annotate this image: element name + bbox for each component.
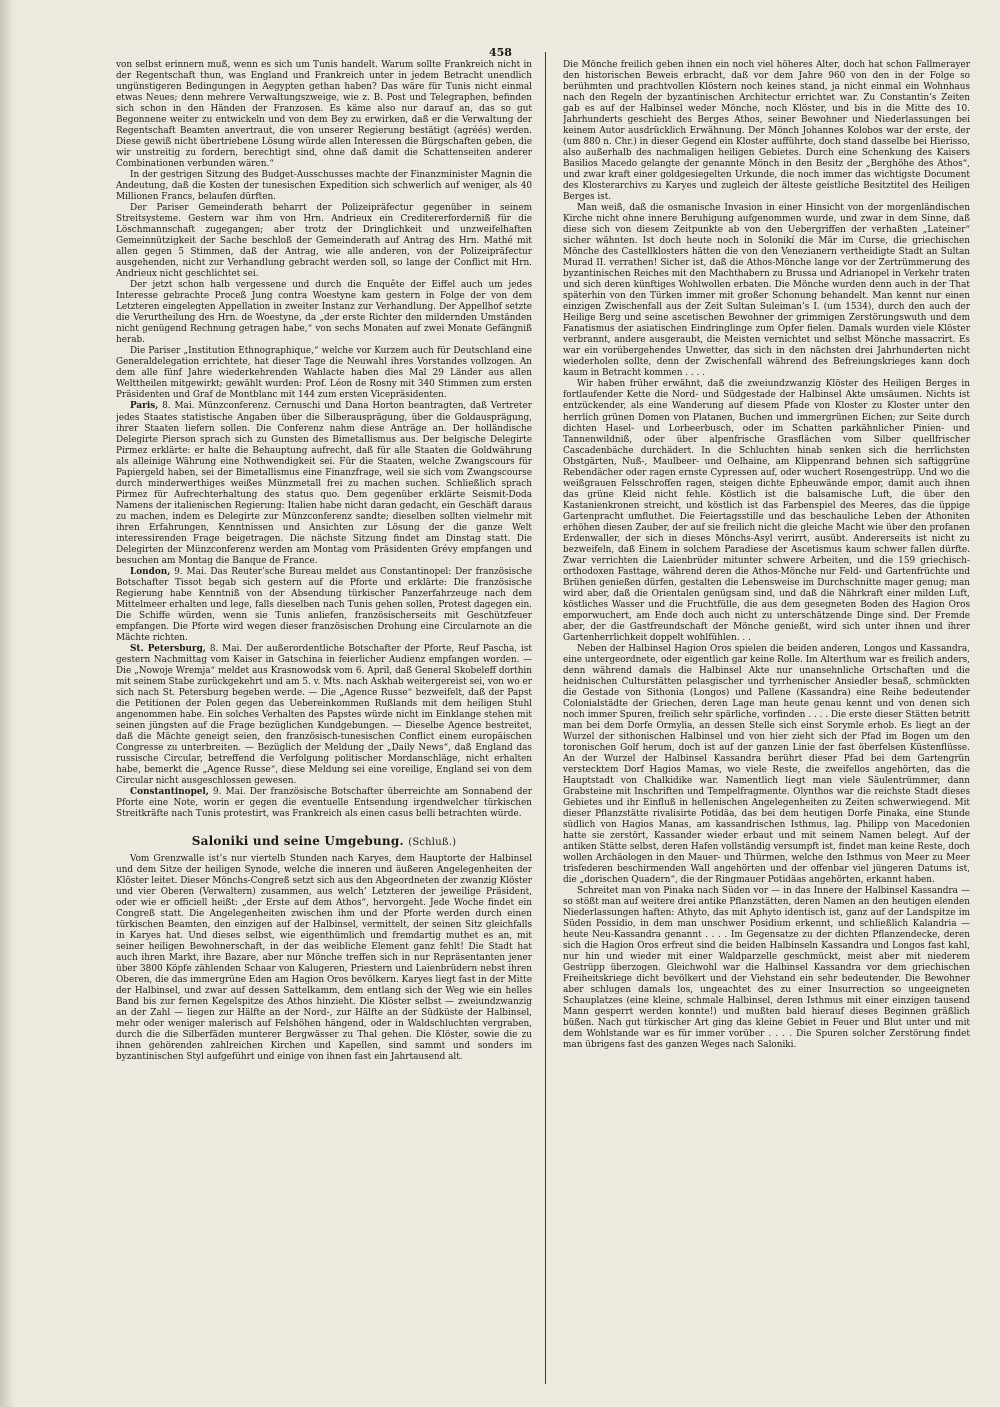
article-paragraph: von selbst erinnern muß, wenn es sich um Tunis handelt. Warum sollte Frankreich nicht in der Regentschaft thun, was England und Frankreich unter in jedem Betracht unendlich ungünstigeren Bedingungen in Aegypten gethan haben? Das wäre für Tunis nicht einmal etwas Neues; denn mehrere Verwaltungszweige, wie z. B. Post und Telegraphen, befinden sich schon in den Händen der Franzosen. Es käme also nur darauf an, das so gut Begonnene weiter zu entwickeln und von dem Bey zu erwirken, daß er die Verwaltung der Regentschaft Beamten anvertraut, die von unserer Regierung bestätigt (agréés) werden. Diese gewiß nicht übertriebene Lösung würde allen Interessen die Bürgschaften geben, die wir unstreitig zu fordern, berechtigt sind, ohne daß damit die Schattenseiten anderer Combinationen verbunden wären.“ <box>116 60 532 170</box>
left-column <box>116 60 532 1380</box>
dispatch-paris <box>116 401 532 566</box>
article-paragraph: Der jetzt schon halb vergessene und durch die Enquête der Eiffel auch um jedes Interesse gebrachte Proceß Jung contra Woestyne kam gestern in Folge der von dem Letzteren eingelegten Appellation in zweiter Instanz zur Verhandlung. Der Appellhof setzte die Verurtheilung des Hrn. de Woestyne, da „der erste Richter den mildernden Umständen nicht genügend Rechnung getragen habe,“ von sechs Monaten auf zwei Monate Gefängniß herab. <box>116 280 532 346</box>
section-heading-title: Saloniki und seine Umgebung. <box>191 834 404 849</box>
dispatch-text: Der französische Botschafter überreichte am Sonnabend der Pforte eine Note, worin er gegen die eventuelle Entsendung irgendwelcher türkischen Streitkräfte nach Tunis protestirt, was Frankreich als einen casus belli betrachten würde. <box>116 787 532 820</box>
dispatch-text: Münzconferenz. Cernuschi und Dana Horton beantragten, daß Vertreter jedes Staates statistische Angaben über die Silberausprägung, über die Goldausprägung, ihrer Staaten liefern sollen. Die Conferenz nahm diese Anträge an. Der holländische Delegirte Pierson sprach sich zu Gunsten des Bimetallismus aus. Der belgische Delegirte Pirmez erklärte: er halte die Behauptung aufrecht, daß für alle Staaten die Goldwährung als alleinige Währung eine Nothwendigkeit sei. Für die Staaten, welche Zwangscours für Papiergeld haben, sei der Bimetallismus eine Finanzfrage, weil sie sich vom Zwangscourse durch minderwerthiges weißes Münzmetall frei zu machen suchen. Schließlich sprach Pirmez für Aufrechterhaltung des status quo. Dem gegenüber erklärte Seismit-Doda Namens der italienischen Regierung: Italien habe nicht daran gedacht, ein Geschäft daraus zu machen, indem es Delegirte zur Münzconferenz sandte; dieselben sollten vielmehr mit ihren Erfahrungen, Kenntnissen und Ansichten zur Lösung der die ganze Welt interessirenden Frage beigetragen. Die nächste Sitzung findet am Dinstag statt. Die Delegirten der Münzconferenz werden am Montag vom Präsidenten Grévy empfangen und besuchen am Montag die Banque de France. <box>116 401 532 566</box>
dispatch-constantinopel <box>116 787 532 820</box>
section-heading-note: (Schluß.) <box>408 837 457 849</box>
article-paragraph: Wir haben früher erwähnt, daß die zweiundzwanzig Klöster des Heiligen Berges in fortlaufender Kette die Nord- und Südgestade der Halbinsel Akte umsäumen. Nichts ist entzückender, als eine Wanderung auf diesem Pfade von Kloster zu Kloster unter den herrlich grünen Domen von Platanen, Buchen und immergrünen Eichen; zur Seite durch dichten Hasel- und Lorbeerbusch, oder im Schatten parkähnlicher Pinien- und Tannenwildniß, oder über alpenfrische Grasflächen vom Silber quellfrischer Cascadenbäche durchädert. In die Schluchten hinab senken sich die herrlichsten Obstgärten, Nuß-, Maulbeer- und Oelhaine, am Klippenrand behnen sich saftiggrüne Rebendächer oder ragen ernste Cypressen auf, oder wuchert Rosengestrüpp. Und wo die weißgrauen Felsschroffen ragen, steigen dichte Epheuwände empor, damit auch ihnen das grüne Kleid nicht fehle. Köstlich ist die balsamische Luft, die über den Kastanienkronen streicht, und köstlich ist das Farbenspiel des Meeres, das die üppige Gartenpracht umfluthet. Die Feiertagsstille und das beschauliche Leben der Athoniten erhöhen diesen Zauber, der auf sie freilich nicht die gleiche Macht wie über den profanen Erdenwaller, der sich in dieses Mönchs-Asyl verirrt, ausübt. Andererseits ist nicht zu bezweifeln, daß Einem in solchem Paradiese der Ascetismus kaum schwer fallen dürfte. Zwar verrichten die Laienbrüder mitunter schwere Arbeiten, und die 159 griechisch-orthodoxen Fasttage, während deren die Athos-Mönche nur Feld- und Gartenfrüchte und Brühen genießen dürfen, gestalten die Lebensweise im Durchschnitte mager genug; man wird aber, daß die Orientalen genügsam sind, und daß die Nährkraft einer milden Luft, köstliches Wasser und die Fruchtfülle, die aus dem gesegneten Boden des Hagion Oros emporwuchert, am Ende doch auch nicht zu unterschätzende Dinge sind. Der Fremde aber, der die Gastfreundschaft der Mönche genießt, wird sich unter ihnen und ihrer Gartenherrlichkeit doppelt wohlfühlen. . . <box>563 379 970 643</box>
dateline-date: 8. Mai. <box>162 401 195 412</box>
dispatch-text: Das Reuter’sche Bureau meldet aus Constantinopel: Der französische Botschafter Tissot begab sich gestern auf die Pforte und erklärte: Die französische Regierung habe Kenntniß von der Absendung türkischer Panzerfahrzeuge nach dem Mittelmeer erhalten und lege, falls dieselben nach Tunis gehen sollen, Protest dagegen ein. Die Schiffe würden, wenn sie Tunis anliefen, französischerseits mit Geschützfeuer empfangen. Die Pforte wird wegen dieser französischen Drohung eine Circularnote an die Mächte richten. <box>116 566 532 643</box>
dateline-place: London, <box>130 566 171 577</box>
page-number: 458 <box>489 46 512 59</box>
column-rule <box>545 52 546 1384</box>
page-edge-shadow <box>0 0 14 1407</box>
dateline-date: 9. Mai. <box>213 787 246 798</box>
article-paragraph: Vom Grenzwalle ist’s nur viertelb Stunden nach Karyes, dem Hauptorte der Halbinsel und dem Sitze der heiligen Synode, welche die inneren und äußeren Angelegenheiten der Klöster leitet. Dieser Mönchs-Congreß setzt sich aus den Abgeordneten der zwanzig Klöster und vier Oberen (Verwaltern) zusammen, aus welch’ Letzteren der jeweilige Präsident, oder wie er officiell heißt: „der Erste auf dem Athos“, hervorgeht. Jede Woche findet ein Congreß statt. Die Angelegenheiten zwischen ihm und der Pforte werden durch einen türkischen Beamten, den einzigen auf der Halbinsel, vermittelt, der seinen Sitz gleichfalls in Karyes hat. Und dieses selbst, wie eigenthümlich und fremdartig muthet es an, mit seiner heiligen Bewohnerschaft, in der das weibliche Element ganz fehlt! Die Stadt hat auch ihren Markt, ihre Bazare, aber nur Mönche treffen sich in nur Repräsentanten jener über 3800 Köpfe zählenden Schaar von Kalugeren, Priestern und Laienbrüdern nebst ihren Oberen, die das immergrüne Eden am Hagion Oros bevölkern. Karyes liegt fast in der Mitte der Halbinsel, und zwar auf dessen Sattelkamm, dem entlang sich der Weg wie ein helles Band bis zur fernen Kegelspitze des Athos hinzieht. Die Klöster selbst — zweiundzwanzig an der Zahl — liegen zur Hälfte an der Nord-, zur Hälfte an der Südküste der Halbinsel, mehr oder weniger malerisch auf Felshöhen hängend, oder in Waldschluchten vergraben, durch die die Silberfäden munterer Bergwässer zu Thal gehen. Die Klöster, sowie die zu ihnen gehörenden zahlreichen Kirchen und Kapellen, sind sammt und sonders im byzantinischen Styl aufgeführt und einige von ihnen fast ein Jahrtausend alt. <box>116 854 532 1063</box>
article-paragraph: In der gestrigen Sitzung des Budget-Ausschusses machte der Finanzminister Magnin die Andeutung, daß die Kosten der tunesischen Expedition sich schwerlich auf weniger, als 40 Millionen Francs, belaufen dürften. <box>116 170 532 203</box>
dispatch-st-petersburg <box>116 644 532 787</box>
article-paragraph: Die Mönche freilich geben ihnen ein noch viel höheres Alter, doch hat schon Fallmerayer den historischen Beweis erbracht, daß vor dem Jahre 960 von den in der Folge so berühmten und prachtvollen Klöstern noch keines stand, ja nicht einmal ein Wohnhaus nach den Regeln der byzantinischen Architectur errichtet war. Zu Constantin’s Zeiten gab es auf der Halbinsel weder Mönche, noch Klöster, und bis in die Mitte des 10. Jahrhunderts geschieht des Berges Athos, seiner Bewohner und Niederlassungen bei keinem Autor ausdrücklich Erwähnung. Der Mönch Johannes Kolobos war der erste, der (um 880 n. Chr.) in dieser Gegend ein Kloster aufführte, doch stand dasselbe bei Hierisso, also außerhalb des nachmaligen heiligen Gebietes. Durch eine Schenkung des Kaisers Basilios Macedo gelangte der genannte Mönch in den Besitz der „Berghöhe des Athos“, und zwar kraft einer goldgesiegelten Urkunde, die noch immer das wichtigste Document des Klosterarchivs zu Karyes und zugleich der älteste geistliche Besitztitel des Heiligen Berges ist. <box>563 60 970 203</box>
dateline-place: Paris, <box>130 401 159 412</box>
right-column <box>563 60 970 1380</box>
dateline-place: Constantinopel, <box>130 787 209 798</box>
dispatch-london <box>116 567 532 644</box>
dateline-place: St. Petersburg, <box>130 643 206 654</box>
dateline-date: 8. Mai. <box>209 643 243 654</box>
article-paragraph: Man weiß, daß die osmanische Invasion in einer Hinsicht von der morgenländischen Kirche nicht ohne innere Beruhigung aufgenommen wurde, und zwar in dem Sinne, daß diese sich von diesem Zeitpunkte ab von den Uebergriffen der verhaßten „Lateiner“ sicher wähnten. Ist doch heute noch in Solonikí die Mär im Curse, die griechischen Mönche des Castellklosters hätten die von den Venezianern vertheidigte Stadt an Sultan Murad II. verrathen! Sicher ist, daß die Athos-Mönche lange vor der Zertrümmerung des byzantinischen Reiches mit den Machthabern zu Brussa und Adrianopel in Verkehr traten und sich deren künftiges Wohlwollen erbaten. Die Mönche wurden denn auch in der That späterhin von den Türken immer mit großer Schonung behandelt. Man kennt nur einen einzigen Zwischenfall aus der Zeit Sultan Suleiman’s I. (um 1534), durch den auch der Heilige Berg und seine ascetischen Bewohner der grimmigen Zerstörungswuth und dem Fanatismus der asiatischen Eindringlinge zum Opfer fielen. Damals wurden viele Klöster verbrannt, andere ausgeraubt, die Meisten vernichtet und selbst Mönche massacrirt. Es war ein vorübergehendes Unwetter, das sich in den nächsten drei Jahrhunderten nicht wiederholen sollte, denn der Zwischenfall während des Befreiungskrieges kann doch kaum in Betracht kommen . . . . <box>563 203 970 379</box>
dispatch-text: Der außerordentliche Botschafter der Pforte, Reuf Pascha, ist gestern Nachmittag vom Kaiser in Gatschina in feierlicher Audienz empfangen worden. — Die „Nowoje Wremja“ meldet aus Krasnowodsk vom 6. April, daß General Skobeleff dorthin mit seinem Stabe zurückgekehrt und am 5. v. Mts. nach Askhab weitergereist sei, von wo er sich nach St. Petersburg begeben werde. — Die „Agence Russe“ bezweifelt, daß der Papst die Petitionen der Polen gegen das Uebereinkommen Rußlands mit dem heiligen Stuhl angenommen habe. Ein solches Verhalten des Papstes würde nicht im Einklange stehen mit seinen jüngsten auf die Frage bezüglichen Kundgebungen. — Dieselbe Agence bestreitet, daß die Mächte geneigt seien, den französisch-tunesischen Conflict einem europäischen Congresse zu unterbreiten. — Bezüglich der Meldung der „Daily News“, daß England das russische Circular, betreffend die Verfolgung politischer Mordanschläge, nicht erhalten habe, bemerkt die „Agence Russe“, diese Meldung sei eine voreilige, England sei von dem Circular nicht ausgeschlossen gewesen. <box>116 643 532 787</box>
article-paragraph: Neben der Halbinsel Hagion Oros spielen die beiden anderen, Longos und Kassandra, eine untergeordnete, oder eigentlich gar keine Rolle. Im Alterthum war es freilich anders, denn während damals die Halbinsel Akte nur unansehnliche Ortschaften und die heidnischen Culturstätten pelasgischer und tyrrhenischer Ansiedler besaß, schmückten die Gestade von Sithonia (Longos) und Pallene (Kassandra) eine Reihe bedeutender Colonialstädte der Griechen, deren Lage man heute genau kennt und von denen sich noch immer Spuren, freilich sehr spärliche, vorfinden . . . . Die erste dieser Stätten betritt man bei dem Dorfe Ormylia, an dessen Stelle sich einst Sorymle erhob. Es liegt an der Wurzel der sithonischen Halbinsel und von hier zieht sich der Pfad im Bogen um den toronischen Golf herum, doch ist auf der ganzen Linie der fast öberfelsen Küstenflüsse. An der Wurzel der Halbinsel Kassandra berührt dieser Pfad bei dem Gartengrün verstecktem Dorf Hagios Mamas, wo viele Reste, die zweifellos angehörten, das die Hauptstadt von Chalkidike war. Namentlich liegt man viele Säulentrümmer, dann Grabsteine mit Inschriften und Tempelfragmente. Olynthos war die reichste Stadt dieses Gebietes und ihr Einfluß in hellenischen Angelegenheiten zu Zeiten schwerwiegend. Mit dieser Pflanzstätte rivalisirte Potidäa, das bei dem heutigen Dorfe Pinaka, eine Stunde südlich von Hagios Manas, am kassandrischen Isthmus, lag. Philipp von Macedonien hatte sie zerstört, Kassander wieder erbaut und mit seinem Namen belegt. Auf der antiken Stätte selbst, deren Hafen vollständig versumpft ist, findet man keine Reste, doch wollen Archäologen in den Mauer- und Thürmen, welche den Isthmus von Meer zu Meer trisfederen beschirmenden Wall angehörten und der offenbar viel jüngeren Datums ist, die „dorischen Quadern“, die der Ringmauer Potidäas angehörten, erkannt haben. <box>563 643 970 886</box>
section-heading <box>116 836 532 848</box>
dateline-date: 9. Mai. <box>174 566 207 577</box>
article-paragraph: Schreitet man von Pinaka nach Süden vor — in das Innere der Halbinsel Kassandra — so stößt man auf weitere drei antike Pflanzstätten, deren Namen an den heutigen elenden Niederlassungen haften: Athyto, das mit Aphyto identisch ist, ganz auf der Landspitze im Süden Possidio, in dem man unschwer Posidium erkennt, und schließlich Kalandria — heute Neu-Kassandra genannt . . . . Im Gegensatze zu der dichten Pflanzendecke, deren sich die Hagion Oros erfreut sind die beiden Halbinseln Kassandra und Longos fast kahl, nur hin und wieder mit einer Waldparzelle geschmückt, meist aber mit niederem Gestrüpp überzogen. Gleichwohl war die Halbinsel Kassandra vor dem griechischen Freiheitskriege dicht bevölkert und der Viehstand ein sehr bedeutender. Die Bewohner aber schlugen damals los, ungeachtet des zu einer Insurrection so ungeeigneten Schauplatzes (eine kleine, schmale Halbinsel, deren Isthmus mit einer einzigen tausend Mann gesperrt werden konnte!) und mußten bald hierauf dieses Beginnen gräßlich büßen. Nach gut türkischer Art ging das kleine Gebiet in Feuer und Blut unter und mit dem Wohlstande war es für immer vorüber . . . . Die Spuren solcher Zerstörung findet man übrigens fast des ganzen Weges nach Saloniki. <box>563 886 970 1051</box>
article-paragraph: Die Pariser „Institution Ethnographique,“ welche vor Kurzem auch für Deutschland eine Generaldelegation errichtete, hat dieser Tage die Neuwahl ihres Vorstandes vollzogen. An dem alle fünf Jahre wiederkehrenden Wahlacte haben dies Mal 29 Länder aus allen Welttheilen mitgewirkt; gewählt wurden: Prof. Léon de Rosny mit 340 Stimmen zum ersten Präsidenten und Graf de Montblanc mit 144 zum ersten Vicepräsidenten. <box>116 346 532 401</box>
article-paragraph: Der Pariser Gemeinderath beharrt der Polizeipräfectur gegenüber in seinem Streitsysteme. Gestern war ihm von Hrn. Andrieux ein Creditererforderniß für die Löschmannschaft zugegangen; aber trotz der Dringlichkeit und unzweifelhaften Gemeinnützigkeit der Sache beschloß der Gemeinderath auf Antrag des Hrn. Mathé mit allen gegen 5 Stimmen, daß der Antrag, wie alle anderen, von der Polizeipräfectur ausgehenden, nicht zur Verhandlung gebracht werden soll, so lange der Conflict mit Hrn. Andrieux nicht geschlichtet sei. <box>116 203 532 280</box>
